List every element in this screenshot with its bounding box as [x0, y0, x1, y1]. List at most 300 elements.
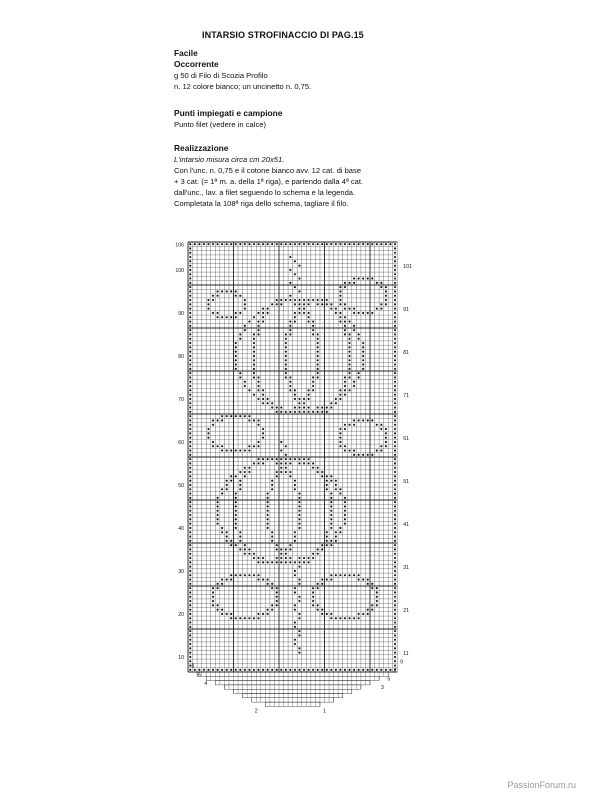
filled-cell — [394, 643, 396, 645]
filled-cell — [358, 574, 360, 576]
filled-cell — [380, 450, 382, 452]
filled-cell — [207, 308, 209, 310]
row-label-left: 8 — [191, 663, 195, 670]
filled-cell — [294, 561, 296, 563]
filled-cell — [189, 656, 191, 658]
filled-cell — [226, 450, 228, 452]
filled-cell — [385, 445, 387, 447]
filled-cell — [312, 467, 314, 469]
filled-cell — [348, 282, 350, 284]
filled-cell — [312, 587, 314, 589]
filled-cell — [244, 308, 246, 310]
filled-cell — [276, 411, 278, 413]
filled-cell — [226, 316, 228, 318]
filled-cell — [276, 458, 278, 460]
filled-cell — [312, 669, 314, 671]
filled-cell — [394, 626, 396, 628]
filled-cell — [221, 419, 223, 421]
filled-cell — [371, 454, 373, 456]
filled-cell — [380, 308, 382, 310]
filled-cell — [317, 368, 319, 370]
filled-cell — [253, 553, 255, 555]
filled-cell — [348, 338, 350, 340]
filled-cell — [239, 548, 241, 550]
filled-cell — [239, 669, 241, 671]
filled-cell — [189, 514, 191, 516]
filled-cell — [394, 630, 396, 632]
filled-cell — [394, 389, 396, 391]
filled-cell — [244, 381, 246, 383]
filled-cell — [235, 518, 237, 520]
filled-cell — [189, 376, 191, 378]
filled-cell — [321, 475, 323, 477]
filled-cell — [303, 308, 305, 310]
filled-cell — [330, 540, 332, 542]
filled-cell — [339, 243, 341, 245]
row-label-bottom: 2 — [254, 708, 258, 715]
row-label-left: 90 — [178, 311, 184, 318]
filled-cell — [326, 407, 328, 409]
filled-cell — [394, 265, 396, 267]
filled-cell — [226, 669, 228, 671]
filled-cell — [189, 260, 191, 262]
filled-cell — [335, 540, 337, 542]
filled-cell — [294, 622, 296, 624]
filled-cell — [335, 312, 337, 314]
filled-cell — [294, 458, 296, 460]
filled-cell — [285, 372, 287, 374]
filled-cell — [253, 368, 255, 370]
filled-cell — [276, 596, 278, 598]
filled-cell — [217, 445, 219, 447]
filled-cell — [348, 351, 350, 353]
filled-cell — [189, 295, 191, 297]
filled-cell — [321, 669, 323, 671]
filled-cell — [385, 432, 387, 434]
filled-cell — [358, 579, 360, 581]
filled-cell — [189, 445, 191, 447]
filled-cell — [217, 295, 219, 297]
filled-cell — [248, 450, 250, 452]
filled-cell — [312, 385, 314, 387]
filled-cell — [271, 531, 273, 533]
filled-cell — [394, 243, 396, 245]
filled-cell — [276, 475, 278, 477]
filled-cell — [376, 604, 378, 606]
filled-cell — [294, 488, 296, 490]
filled-cell — [321, 243, 323, 245]
filled-cell — [394, 450, 396, 452]
filled-cell — [321, 548, 323, 550]
filled-cell — [235, 527, 237, 529]
filled-cell — [380, 243, 382, 245]
filled-cell — [394, 303, 396, 305]
filled-cell — [198, 669, 200, 671]
filled-cell — [317, 604, 319, 606]
filled-cell — [330, 518, 332, 520]
filled-cell — [239, 372, 241, 374]
filled-cell — [358, 669, 360, 671]
filled-cell — [189, 411, 191, 413]
filled-cell — [212, 424, 214, 426]
filled-cell — [189, 394, 191, 396]
filled-cell — [189, 256, 191, 258]
filled-cell — [394, 252, 396, 254]
filled-cell — [267, 308, 269, 310]
filled-cell — [321, 471, 323, 473]
filled-cell — [253, 342, 255, 344]
filled-cell — [239, 484, 241, 486]
filled-cell — [189, 497, 191, 499]
filled-cell — [217, 604, 219, 606]
filled-cell — [239, 574, 241, 576]
filled-cell — [244, 617, 246, 619]
filled-cell — [394, 652, 396, 654]
filled-cell — [189, 402, 191, 404]
filled-cell — [371, 587, 373, 589]
filled-cell — [257, 419, 259, 421]
filled-cell — [326, 303, 328, 305]
filled-cell — [289, 325, 291, 327]
filled-cell — [294, 303, 296, 305]
filled-cell — [235, 475, 237, 477]
filled-cell — [339, 428, 341, 430]
filled-cell — [289, 389, 291, 391]
filled-cell — [189, 424, 191, 426]
filled-cell — [189, 342, 191, 344]
row-label-left: 100 — [175, 268, 184, 275]
filled-cell — [394, 355, 396, 357]
filled-cell — [394, 501, 396, 503]
filled-cell — [257, 333, 259, 335]
filled-cell — [348, 333, 350, 335]
filled-cell — [394, 514, 396, 516]
filled-cell — [239, 617, 241, 619]
filled-cell — [189, 407, 191, 409]
filled-cell — [253, 372, 255, 374]
filled-cell — [335, 669, 337, 671]
filled-cell — [344, 385, 346, 387]
filled-cell — [317, 467, 319, 469]
instructions-line: dall'unc., lav. a filet seguendo lo schema e la legenda. — [174, 188, 356, 197]
filled-cell — [394, 359, 396, 361]
filled-cell — [394, 376, 396, 378]
filled-cell — [253, 338, 255, 340]
filled-cell — [330, 407, 332, 409]
filled-cell — [244, 548, 246, 550]
filled-cell — [394, 665, 396, 667]
row-label-right: 51 — [403, 478, 410, 485]
filled-cell — [289, 557, 291, 559]
filled-cell — [376, 243, 378, 245]
filled-cell — [298, 561, 300, 563]
filled-cell — [358, 613, 360, 615]
filled-cell — [317, 411, 319, 413]
filled-cell — [189, 480, 191, 482]
filled-cell — [235, 290, 237, 292]
filled-cell — [248, 548, 250, 550]
filled-cell — [244, 385, 246, 387]
filled-cell — [189, 458, 191, 460]
filled-cell — [371, 609, 373, 611]
filled-cell — [298, 510, 300, 512]
filled-cell — [289, 256, 291, 258]
filled-cell — [358, 419, 360, 421]
filled-cell — [189, 523, 191, 525]
filled-cell — [217, 501, 219, 503]
filled-cell — [285, 243, 287, 245]
filled-cell — [317, 333, 319, 335]
filled-cell — [294, 484, 296, 486]
filled-cell — [394, 540, 396, 542]
filled-cell — [221, 243, 223, 245]
filled-cell — [348, 346, 350, 348]
filled-cell — [244, 553, 246, 555]
filled-cell — [339, 303, 341, 305]
filled-cell — [235, 510, 237, 512]
filled-cell — [394, 510, 396, 512]
filled-cell — [212, 587, 214, 589]
filled-cell — [294, 407, 296, 409]
filled-cell — [339, 531, 341, 533]
filled-cell — [394, 441, 396, 443]
filled-cell — [308, 561, 310, 563]
filled-cell — [308, 299, 310, 301]
filled-cell — [394, 531, 396, 533]
filled-cell — [394, 372, 396, 374]
filled-cell — [335, 398, 337, 400]
filled-cell — [294, 570, 296, 572]
filled-cell — [257, 445, 259, 447]
filled-cell — [217, 316, 219, 318]
materials-section — [174, 48, 474, 92]
filled-cell — [271, 604, 273, 606]
filled-cell — [285, 458, 287, 460]
filled-cell — [344, 518, 346, 520]
filled-cell — [207, 303, 209, 305]
filled-cell — [358, 454, 360, 456]
filled-cell — [289, 385, 291, 387]
filled-cell — [394, 316, 396, 318]
filled-cell — [394, 278, 396, 280]
filled-cell — [239, 376, 241, 378]
filled-cell — [303, 312, 305, 314]
filled-cell — [367, 243, 369, 245]
filled-cell — [330, 523, 332, 525]
filled-cell — [394, 587, 396, 589]
filled-cell — [248, 445, 250, 447]
filled-cell — [276, 462, 278, 464]
filled-cell — [189, 626, 191, 628]
filled-cell — [362, 351, 364, 353]
filled-cell — [308, 462, 310, 464]
filled-cell — [394, 428, 396, 430]
filled-cell — [312, 600, 314, 602]
filled-cell — [298, 312, 300, 314]
filled-cell — [298, 290, 300, 292]
filled-cell — [330, 617, 332, 619]
filled-cell — [235, 342, 237, 344]
filled-cell — [339, 493, 341, 495]
filled-cell — [326, 475, 328, 477]
filled-cell — [221, 531, 223, 533]
filled-cell — [326, 480, 328, 482]
filled-cell — [257, 574, 259, 576]
filled-cell — [226, 531, 228, 533]
filled-cell — [298, 402, 300, 404]
filled-cell — [235, 415, 237, 417]
filled-cell — [285, 359, 287, 361]
instructions-line: + 3 cat. (= 1ª m. a. della 1ª riga), e partendo dalla 4ª cat. — [174, 177, 364, 186]
filled-cell — [362, 243, 364, 245]
filled-cell — [289, 462, 291, 464]
filled-cell — [298, 527, 300, 529]
filled-cell — [239, 471, 241, 473]
filled-cell — [189, 385, 191, 387]
filled-cell — [267, 493, 269, 495]
filled-cell — [312, 604, 314, 606]
filled-cell — [298, 669, 300, 671]
filled-cell — [308, 243, 310, 245]
filled-cell — [262, 321, 264, 323]
filled-cell — [308, 303, 310, 305]
filled-cell — [230, 475, 232, 477]
filled-cell — [353, 308, 355, 310]
filled-cell — [353, 325, 355, 327]
filled-cell — [312, 333, 314, 335]
filled-cell — [257, 389, 259, 391]
filled-cell — [189, 553, 191, 555]
filled-cell — [344, 333, 346, 335]
filled-cell — [358, 617, 360, 619]
filled-cell — [348, 389, 350, 391]
filled-cell — [353, 669, 355, 671]
filled-cell — [235, 243, 237, 245]
filled-cell — [294, 574, 296, 576]
filled-cell — [317, 364, 319, 366]
filled-cell — [285, 445, 287, 447]
filled-cell — [189, 243, 191, 245]
filled-cell — [189, 505, 191, 507]
filled-cell — [189, 488, 191, 490]
filled-cell — [253, 359, 255, 361]
filled-cell — [271, 480, 273, 482]
filled-cell — [248, 415, 250, 417]
filled-cell — [335, 574, 337, 576]
filled-cell — [189, 265, 191, 267]
filled-cell — [262, 394, 264, 396]
row-label-right: 71 — [403, 392, 410, 399]
row-label-right: 11 — [403, 650, 409, 657]
filled-cell — [317, 548, 319, 550]
filled-cell — [189, 415, 191, 417]
filled-cell — [394, 656, 396, 658]
row-label-left: 20 — [178, 612, 184, 619]
filled-cell — [189, 355, 191, 357]
filled-cell — [212, 596, 214, 598]
filled-cell — [294, 260, 296, 262]
filled-cell — [303, 462, 305, 464]
filled-cell — [339, 574, 341, 576]
filled-cell — [207, 432, 209, 434]
filled-cell — [257, 561, 259, 563]
row-label-left: 80 — [178, 354, 184, 361]
filled-cell — [235, 359, 237, 361]
filled-cell — [308, 321, 310, 323]
filled-cell — [198, 243, 200, 245]
filled-cell — [276, 407, 278, 409]
filled-cell — [344, 617, 346, 619]
filled-cell — [189, 570, 191, 572]
filled-cell — [285, 376, 287, 378]
filled-cell — [189, 501, 191, 503]
filled-cell — [367, 312, 369, 314]
filled-cell — [253, 243, 255, 245]
filled-cell — [262, 458, 264, 460]
filled-cell — [298, 462, 300, 464]
filled-cell — [257, 441, 259, 443]
filled-cell — [244, 467, 246, 469]
filled-cell — [276, 303, 278, 305]
filled-cell — [189, 389, 191, 391]
filled-cell — [298, 493, 300, 495]
filled-cell — [312, 596, 314, 598]
filled-cell — [207, 299, 209, 301]
filled-cell — [262, 312, 264, 314]
filled-cell — [221, 583, 223, 585]
filled-cell — [335, 617, 337, 619]
filled-cell — [303, 299, 305, 301]
filled-cell — [189, 308, 191, 310]
filled-cell — [280, 450, 282, 452]
filled-cell — [376, 450, 378, 452]
difficulty-label: Facile — [174, 48, 198, 58]
filled-cell — [289, 243, 291, 245]
filled-cell — [189, 613, 191, 615]
filled-cell — [239, 488, 241, 490]
filled-cell — [312, 553, 314, 555]
filled-cell — [267, 561, 269, 563]
filled-cell — [262, 561, 264, 563]
filled-cell — [321, 579, 323, 581]
filled-cell — [298, 613, 300, 615]
filled-cell — [303, 407, 305, 409]
filled-cell — [339, 316, 341, 318]
filled-cell — [394, 561, 396, 563]
filled-cell — [235, 351, 237, 353]
filled-cell — [339, 437, 341, 439]
filled-cell — [235, 295, 237, 297]
filled-cell — [226, 484, 228, 486]
filled-cell — [257, 325, 259, 327]
filled-cell — [317, 553, 319, 555]
filled-cell — [308, 316, 310, 318]
filled-cell — [326, 536, 328, 538]
filled-cell — [394, 505, 396, 507]
filled-cell — [339, 432, 341, 434]
filled-cell — [298, 596, 300, 598]
filled-cell — [217, 669, 219, 671]
filled-cell — [394, 295, 396, 297]
filled-cell — [230, 579, 232, 581]
row-label-right: 61 — [403, 435, 410, 442]
filled-cell — [394, 570, 396, 572]
filled-cell — [394, 321, 396, 323]
filled-cell — [248, 617, 250, 619]
filled-cell — [294, 312, 296, 314]
filled-cell — [294, 321, 296, 323]
filled-cell — [271, 587, 273, 589]
